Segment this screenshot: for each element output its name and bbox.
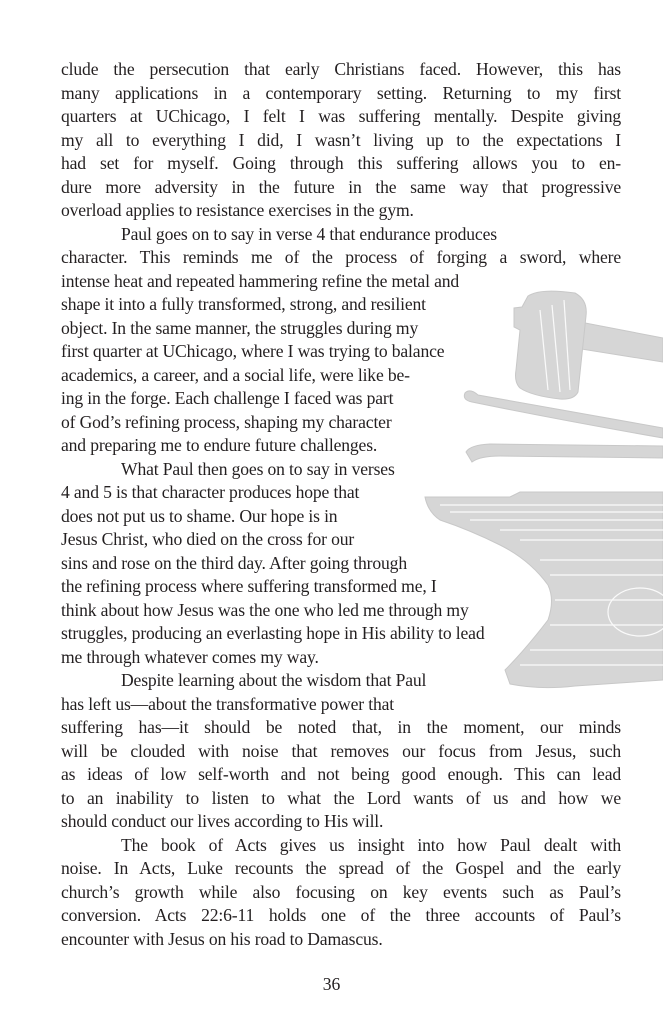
text-line: object. In the same manner, the struggles during my bbox=[61, 317, 419, 338]
paragraph-start: What Paul then goes on to say in verses bbox=[121, 458, 395, 479]
text-line: intense heat and repeated hammering refine the metal and bbox=[61, 270, 460, 291]
text-line: had set for myself. Going through this suffering allows you to en- bbox=[61, 153, 621, 173]
text-line: me through whatever comes my way. bbox=[61, 646, 319, 667]
text-line: of God’s refining process, shaping my character bbox=[61, 411, 392, 432]
text-line: think about how Jesus was the one who led me through my bbox=[61, 599, 469, 620]
text-line: academics, a career, and a social life, were like be- bbox=[61, 364, 410, 385]
text-line: the refining process where suffering transformed me, I bbox=[61, 576, 437, 596]
text-line: noise. In Acts, Luke recounts the spread of the Gospel and the early bbox=[61, 858, 621, 878]
text-line: clude the persecution that early Christians faced. However, this has bbox=[61, 59, 621, 79]
text-line: ing in the forge. Each challenge I faced was part bbox=[61, 388, 394, 408]
text-line: will be clouded with noise that removes our focus from Jesus, such bbox=[61, 740, 621, 761]
text-line: dure more adversity in the future in the same way that progressive bbox=[61, 176, 621, 197]
paragraph-start: Despite learning about the wisdom that Paul bbox=[121, 670, 427, 690]
text-line: suffering has—it should be noted that, in the moment, our minds bbox=[61, 717, 621, 737]
text-line: sins and rose on the third day. After going through bbox=[61, 552, 407, 573]
text-line: first quarter at UChicago, where I was trying to balance bbox=[61, 341, 445, 361]
text-line: conversion. Acts 22:6-11 holds one of the three accounts of Paul’s bbox=[61, 905, 621, 925]
text-line: does not put us to shame. Our hope is in bbox=[61, 505, 338, 526]
paragraph-start: Paul goes on to say in verse 4 that endurance produces bbox=[121, 223, 497, 244]
text-line: and preparing me to endure future challenges. bbox=[61, 435, 378, 455]
text-line: shape it into a fully transformed, strong, and resilient bbox=[61, 294, 426, 314]
text-line: to an inability to listen to what the Lord wants of us and how we bbox=[61, 787, 621, 808]
text-line: my all to everything I did, I wasn’t living up to the expectations I bbox=[61, 129, 621, 150]
text-line: struggles, producing an everlasting hope in His ability to lead bbox=[61, 623, 485, 643]
text-line: quarters at UChicago, I felt I was suffering mentally. Despite giving bbox=[61, 106, 621, 126]
paragraph-start: The book of Acts gives us insight into how Paul dealt with bbox=[121, 834, 621, 855]
text-line: as ideas of low self-worth and not being good enough. This can lead bbox=[61, 764, 621, 784]
text-line: overload applies to resistance exercises in the gym. bbox=[61, 200, 414, 220]
text-line: should conduct our lives according to His will. bbox=[61, 811, 384, 831]
text-line: 4 and 5 is that character produces hope that bbox=[61, 482, 360, 502]
text-line: church’s growth while also focusing on key events such as Paul’s bbox=[61, 881, 621, 902]
text-line: has left us—about the transformative power that bbox=[61, 693, 394, 714]
text-line: many applications in a contemporary setting. Returning to my first bbox=[61, 82, 621, 103]
body-text bbox=[61, 58, 621, 951]
text-line: character. This reminds me of the process of forging a sword, where bbox=[61, 247, 621, 267]
text-line: encounter with Jesus on his road to Damascus. bbox=[61, 928, 383, 949]
page-number: 36 bbox=[322, 974, 341, 994]
text-line: Jesus Christ, who died on the cross for our bbox=[61, 529, 355, 549]
